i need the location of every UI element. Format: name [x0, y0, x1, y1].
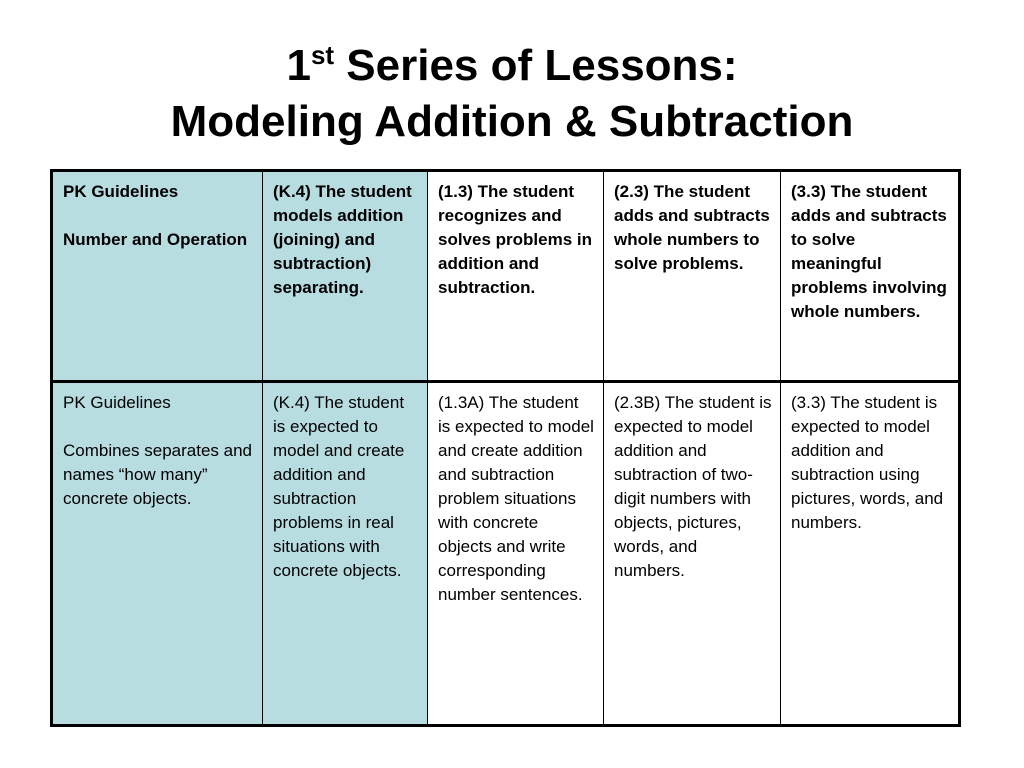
title-number: 1	[286, 41, 311, 90]
table-cell-grade1	[428, 171, 604, 382]
cell-text: (K.4) The student models addition (joining) and subtraction) separating.	[273, 182, 412, 297]
cell-text: (2.3) The student adds and subtracts whole numbers to solve problems.	[614, 182, 770, 273]
cell-text: (1.3) The student recognizes and solves problems in addition and subtraction.	[438, 182, 592, 297]
cell-heading: PK Guidelines	[63, 182, 179, 201]
table-cell-pk	[52, 171, 263, 382]
title-line2: Modeling Addition & Subtraction	[170, 97, 854, 146]
cell-text: (1.3A) The student is expected to model and create addition and subtraction problem situations with concrete objects and write corresponding number sentences.	[438, 393, 594, 604]
cell-text: (2.3B) The student is expected to model addition and subtraction of two-digit numbers with objects, pictures, words, and numbers.	[614, 393, 772, 580]
cell-text: Combines separates and names “how many” concrete objects.	[63, 441, 253, 508]
table-row	[52, 382, 960, 726]
table-cell-grade3	[781, 171, 960, 382]
slide-title	[0, 38, 1024, 150]
cell-heading: PK Guidelines	[63, 393, 171, 412]
table-cell-pk	[52, 382, 263, 726]
table-row	[52, 171, 960, 382]
table-cell-grade3	[781, 382, 960, 726]
cell-text: (3.3) The student adds and subtracts to solve meaningful problems involving whole numbers.	[791, 182, 947, 321]
table-cell-k	[263, 171, 428, 382]
cell-text: (3.3) The student is expected to model addition and subtraction using pictures, words, and numbers.	[791, 393, 944, 532]
table-cell-k	[263, 382, 428, 726]
title-superscript: st	[310, 40, 335, 70]
table-cell-grade2	[604, 382, 781, 726]
table-cell-grade2	[604, 171, 781, 382]
table-cell-grade1	[428, 382, 604, 726]
title-line1: Series of Lessons:	[334, 41, 738, 90]
standards-table	[50, 169, 961, 727]
cell-text: (K.4) The student is expected to model and create addition and subtraction problems in real situations with concrete objects.	[273, 393, 405, 580]
cell-text: Number and Operation	[63, 230, 248, 249]
